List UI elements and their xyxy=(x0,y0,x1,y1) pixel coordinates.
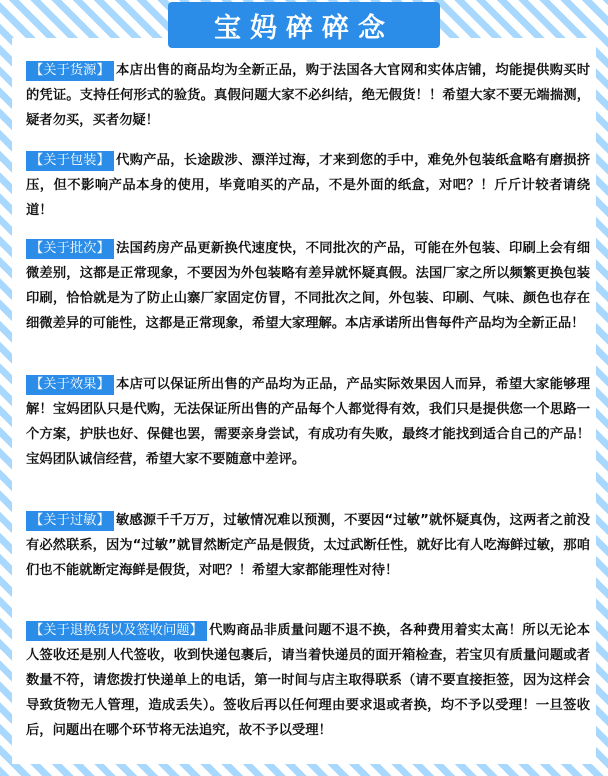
section-text: 代购商品非质量问题不退不换，各种费用着实太高！所以无论本人签收还是别人代签收，收到快递包裹后，请当着快递员的面开箱检查，若宝贝有质量问题或者数量不符，请您拨打快递单上的电话，第一时间与店主取得联系（请不要直接拒签，因为这样会导致货物无人管理，造成丢失）。签收后再以任何理由要求退或者换，均不予以受理！一旦签收后，问题出在哪个环节将无法追究，故不予以受理！ xyxy=(26,623,590,738)
page-title: 宝妈碎碎念 xyxy=(168,2,440,48)
section-returns xyxy=(26,618,590,743)
section-tag: 【关于包装】 xyxy=(26,151,114,171)
section-source xyxy=(26,58,590,133)
section-text: 本店可以保证所出售的产品均为正品，产品实际效果因人而异，希望大家能够理解！宝妈团队只是代购，无法保证所出售的产品每个人都觉得有效，我们只是提供您一个思路一个方案，护肤也好、保健也罢，需要亲身尝试，有成功有失败，最终才能找到适合自己的产品！宝妈团队诚信经营，希望大家不要随意中差评。 xyxy=(26,377,590,467)
section-text: 本店出售的商品均为全新正品，购于法国各大官网和实体店铺，均能提供购买时的凭证。支持任何形式的验货。真假问题大家不必纠结，绝无假货！！希望大家不要无端揣测，疑者勿买，买者勿疑！ xyxy=(26,63,590,128)
section-tag: 【关于货源】 xyxy=(26,61,114,81)
section-text: 法国药房产品更新换代速度快，不同批次的产品，可能在外包装、印刷上会有细微差别，这都是正常现象，不要因为外包装略有差异就怀疑真假。法国厂家之所以频繁更换包装印刷，恰恰就是为了防止山寨厂家固定仿冒，不同批次之间，外包装、印刷、气味、颜色也存在细微差异的可能性，这都是正常现象，希望大家理解。本店承诺所出售每件产品均为全新正品！ xyxy=(26,241,590,331)
section-batch xyxy=(26,236,590,336)
section-tag: 【关于退换货以及签收问题】 xyxy=(26,621,207,641)
section-allergy xyxy=(26,508,590,583)
section-text: 代购产品，长途跋涉、漂洋过海，才来到您的手中，难免外包装纸盒略有磨损挤压，但不影响产品本身的使用，毕竟咱买的产品，不是外面的纸盒，对吧？！斤斤计较者请绕道！ xyxy=(26,153,590,218)
section-effect xyxy=(26,372,590,472)
section-tag: 【关于批次】 xyxy=(26,239,114,259)
section-text: 敏感源千千万万，过敏情况难以预测，不要因“过敏”就怀疑真伪，这两者之前没有必然联系，因为“过敏”就冒然断定产品是假货，太过武断任性，就好比有人吃海鲜过敏，那咱们也不能就断定海鲜是假货，对吧？！希望大家都能理性对待！ xyxy=(26,513,590,578)
section-tag: 【关于效果】 xyxy=(26,375,114,395)
section-tag: 【关于过敏】 xyxy=(26,511,114,531)
section-packaging xyxy=(26,148,590,223)
